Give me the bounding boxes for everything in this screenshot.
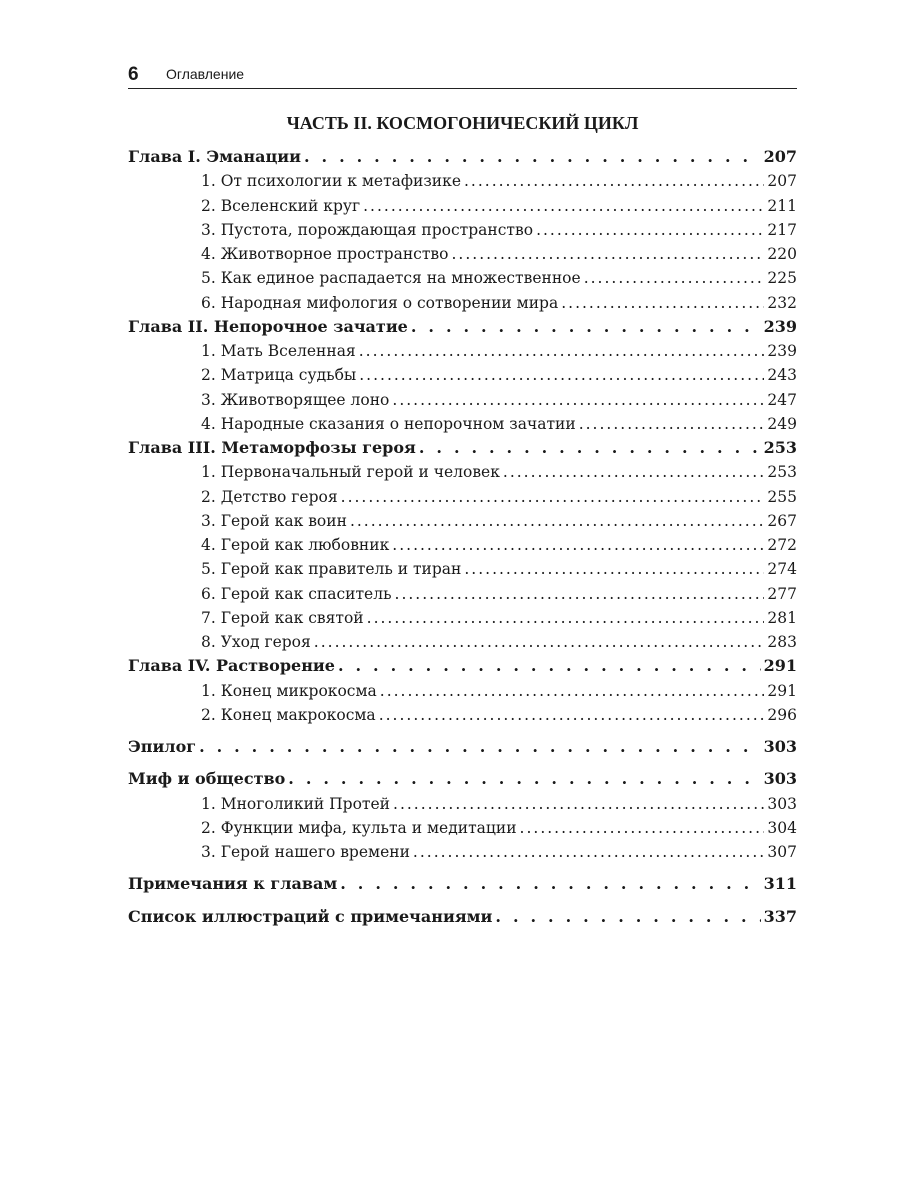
toc-page-number: 283 bbox=[767, 633, 797, 651]
toc-page-number: 303 bbox=[763, 769, 797, 789]
toc-entry-title: 8. Уход героя bbox=[201, 633, 311, 651]
toc-page-number: 303 bbox=[763, 737, 797, 756]
toc-entry-title: 2. Детство героя bbox=[201, 487, 338, 506]
dot-leader bbox=[341, 485, 765, 509]
toc-entry-title: 1. Многоликий Протей bbox=[201, 794, 391, 813]
toc-entry-title: 5. Герой как правитель и тиран bbox=[201, 560, 462, 579]
toc-entry-title: 1. Первоначальный герой и человек bbox=[201, 463, 500, 482]
toc-chapter-row bbox=[128, 767, 797, 791]
toc-section-row bbox=[128, 485, 797, 509]
dot-leader bbox=[464, 557, 764, 581]
toc-page-number: 211 bbox=[767, 196, 797, 215]
toc-entry-title: Эпилог bbox=[128, 737, 197, 756]
toc-entry-title: 6. Народная мифология о сотворении мира bbox=[201, 293, 559, 312]
toc-entry-title: 4. Животворное пространство bbox=[201, 245, 449, 263]
toc-page-number: 220 bbox=[767, 245, 797, 263]
dot-leader bbox=[561, 291, 764, 315]
toc-entry-title: Глава III. Метаморфозы героя bbox=[128, 438, 416, 457]
toc-entry-title: 2. Матрица судьбы bbox=[201, 366, 357, 385]
toc-entry-title: Миф и общество bbox=[128, 769, 286, 789]
toc-entry-title: Примечания к главам bbox=[128, 874, 338, 894]
running-header bbox=[128, 62, 797, 89]
table-of-contents bbox=[128, 145, 797, 929]
toc-section-row bbox=[128, 606, 797, 630]
toc-entry-title: 1. Мать Вселенная bbox=[201, 342, 356, 360]
dot-leader bbox=[392, 388, 764, 412]
toc-section-row bbox=[128, 242, 797, 266]
toc-section-row bbox=[128, 218, 797, 242]
toc-page-number: 243 bbox=[767, 366, 797, 385]
toc-page-number: 247 bbox=[767, 390, 797, 409]
toc-page-number: 303 bbox=[767, 794, 797, 813]
dot-leader bbox=[520, 816, 765, 840]
dot-leader bbox=[379, 703, 765, 727]
page-number: 6 bbox=[128, 64, 139, 85]
toc-entry-title: 3. Герой нашего времени bbox=[201, 843, 410, 861]
toc-page-number: 267 bbox=[767, 511, 797, 530]
toc-entry-title: Список иллюстраций с примечаниями bbox=[128, 906, 493, 926]
toc-chapter-row bbox=[128, 315, 797, 339]
toc-entry-title: 3. Герой как воин bbox=[201, 511, 347, 530]
dot-leader bbox=[419, 436, 761, 460]
toc-page-number: 277 bbox=[767, 584, 797, 603]
toc-section-row bbox=[128, 194, 797, 218]
dot-leader bbox=[288, 767, 760, 791]
toc-entry-title: 6. Герой как спаситель bbox=[201, 584, 392, 603]
toc-chapter-row bbox=[128, 436, 797, 460]
toc-page-number: 304 bbox=[767, 818, 797, 837]
toc-page-number: 239 bbox=[763, 316, 797, 336]
toc-page-number: 207 bbox=[767, 172, 797, 191]
toc-page-number: 253 bbox=[767, 463, 797, 482]
toc-page-number: 225 bbox=[767, 269, 797, 288]
toc-section-row bbox=[128, 339, 797, 363]
toc-entry-title: 5. Как единое распадается на множественное bbox=[201, 269, 581, 288]
toc-section-row bbox=[128, 703, 797, 727]
dot-leader bbox=[380, 679, 765, 703]
toc-page-number: 232 bbox=[767, 293, 797, 312]
running-title: Оглавление bbox=[166, 66, 245, 82]
dot-leader bbox=[359, 339, 765, 363]
toc-entry-title: 2. Вселенский круг bbox=[201, 196, 361, 215]
toc-page-number: 311 bbox=[763, 874, 797, 894]
toc-page-number: 239 bbox=[767, 342, 797, 360]
toc-page-number: 296 bbox=[767, 705, 797, 724]
dot-leader bbox=[503, 460, 765, 484]
dot-leader bbox=[413, 840, 764, 864]
toc-entry-title: 4. Герой как любовник bbox=[201, 536, 390, 554]
dot-leader bbox=[199, 735, 761, 759]
dot-leader bbox=[584, 266, 765, 290]
toc-entry-title: 1. От психологии к метафизике bbox=[201, 172, 461, 191]
toc-section-row bbox=[128, 840, 797, 864]
toc-section-row bbox=[128, 679, 797, 703]
dot-leader bbox=[359, 363, 764, 387]
dot-leader bbox=[393, 792, 764, 816]
toc-entry-title: 2. Функции мифа, культа и медитации bbox=[201, 818, 517, 837]
toc-entry-title: 3. Животворящее лоно bbox=[201, 390, 390, 409]
dot-leader bbox=[579, 412, 765, 436]
toc-section-row bbox=[128, 557, 797, 581]
toc-page-number: 291 bbox=[767, 681, 797, 700]
dot-leader bbox=[495, 905, 760, 929]
toc-section-row bbox=[128, 630, 797, 654]
toc-page-number: 291 bbox=[763, 656, 797, 676]
toc-section-row bbox=[128, 412, 797, 436]
toc-chapter-row bbox=[128, 145, 797, 169]
toc-page-number: 337 bbox=[763, 906, 797, 926]
toc-page-number: 249 bbox=[767, 414, 797, 433]
toc-page-number: 217 bbox=[767, 220, 797, 239]
toc-section-row bbox=[128, 460, 797, 484]
toc-section-row bbox=[128, 266, 797, 290]
toc-chapter-row bbox=[128, 905, 797, 929]
toc-chapter-row bbox=[128, 872, 797, 896]
toc-entry-title: 1. Конец микрокосма bbox=[201, 681, 377, 700]
toc-page-number: 274 bbox=[767, 560, 797, 579]
toc-page-number: 253 bbox=[763, 438, 797, 457]
dot-leader bbox=[411, 315, 761, 339]
toc-page-number: 207 bbox=[763, 147, 797, 166]
toc-entry-title: 7. Герой как святой bbox=[201, 608, 364, 627]
toc-section-row bbox=[128, 363, 797, 387]
toc-chapter-row bbox=[128, 735, 797, 759]
toc-entry-title: Глава I. Эманации bbox=[128, 147, 301, 166]
toc-page-number: 255 bbox=[767, 487, 797, 506]
toc-section-row bbox=[128, 582, 797, 606]
dot-leader bbox=[304, 145, 761, 169]
dot-leader bbox=[392, 533, 764, 557]
toc-section-row bbox=[128, 816, 797, 840]
toc-chapter-row bbox=[128, 654, 797, 678]
toc-section-row bbox=[128, 509, 797, 533]
dot-leader bbox=[367, 606, 765, 630]
toc-section-row bbox=[128, 792, 797, 816]
dot-leader bbox=[350, 509, 764, 533]
toc-section-row bbox=[128, 388, 797, 412]
toc-page-number: 272 bbox=[767, 536, 797, 554]
dot-leader bbox=[340, 872, 760, 896]
dot-leader bbox=[338, 654, 761, 678]
dot-leader bbox=[363, 194, 764, 218]
toc-entry-title: 2. Конец макрокосма bbox=[201, 705, 376, 724]
toc-section-row bbox=[128, 291, 797, 315]
part-title: ЧАСТЬ II. КОСМОГОНИЧЕСКИЙ ЦИКЛ bbox=[286, 113, 639, 133]
dot-leader bbox=[464, 169, 764, 193]
toc-entry-title: 3. Пустота, порождающая пространство bbox=[201, 220, 534, 239]
dot-leader bbox=[452, 242, 765, 266]
dot-leader bbox=[536, 218, 764, 242]
toc-page-number: 307 bbox=[767, 843, 797, 861]
toc-section-row bbox=[128, 533, 797, 557]
toc-entry-title: 4. Народные сказания о непорочном зачатии bbox=[201, 414, 576, 433]
toc-entry-title: Глава IV. Растворение bbox=[128, 656, 335, 676]
toc-entry-title: Глава II. Непорочное зачатие bbox=[128, 316, 408, 336]
toc-page-number: 281 bbox=[767, 608, 797, 627]
dot-leader bbox=[395, 582, 765, 606]
dot-leader bbox=[314, 630, 765, 654]
toc-section-row bbox=[128, 169, 797, 193]
